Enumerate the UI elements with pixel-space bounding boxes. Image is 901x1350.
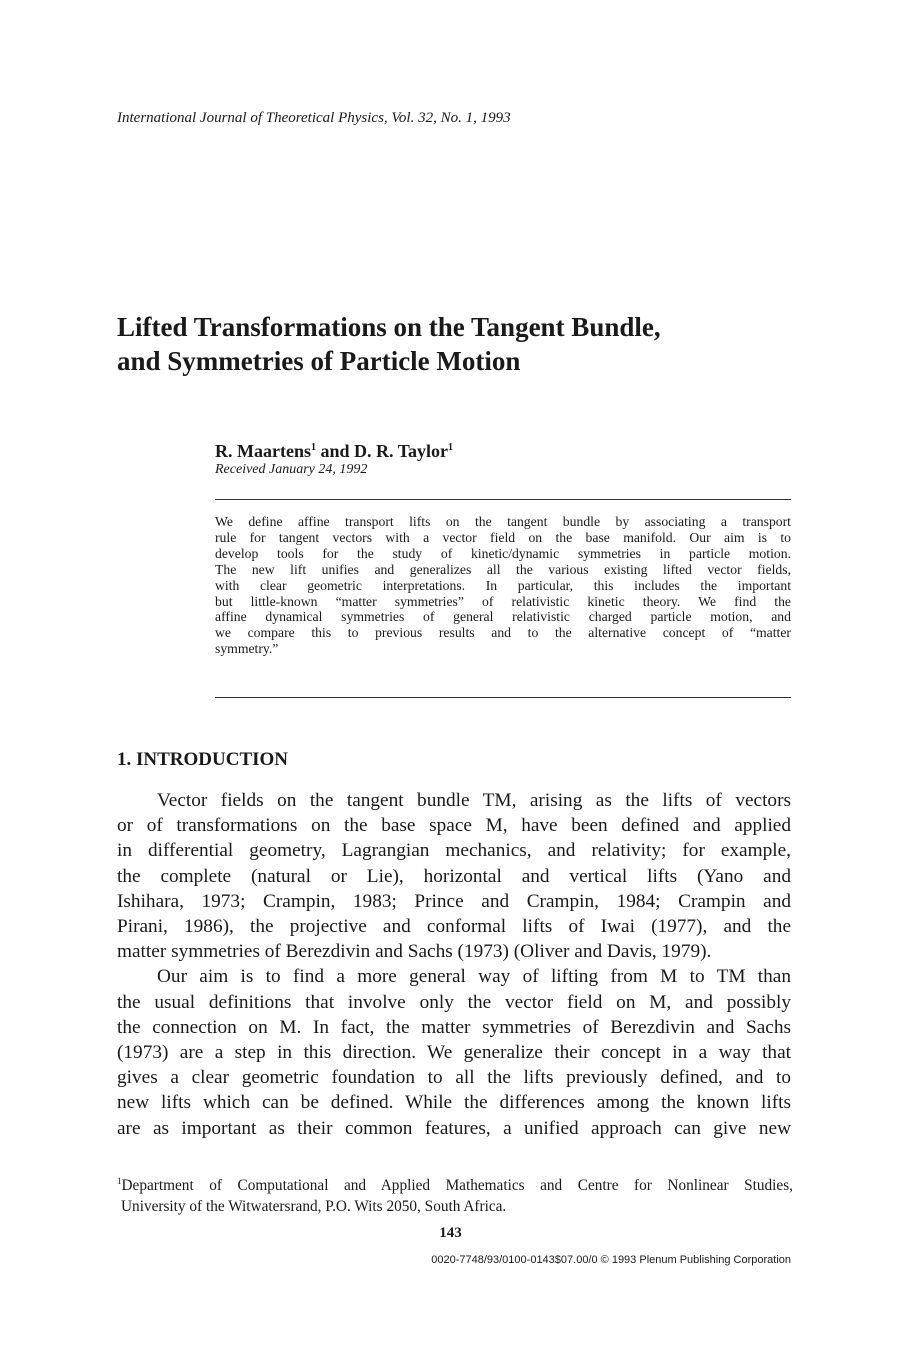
affiliation-mark: 1: [310, 442, 316, 453]
section-number: 1.: [117, 749, 132, 770]
body-line: gives a clear geometric foundation to all the lifts previously defined, and to: [117, 1067, 791, 1089]
page-number: 143: [439, 1225, 462, 1241]
author-name: R. Maartens: [215, 441, 311, 461]
abstract-top-rule: [215, 499, 791, 500]
abstract-line: We define affine transport lifts on the tangent bundle by associating a transport: [215, 514, 791, 529]
body-line: Pirani, 1986), the projective and conformal lifts of Iwai (1977), and the: [117, 916, 791, 938]
body-line: Vector fields on the tangent bundle TM, arising as the lifts of vectors: [157, 790, 791, 811]
footnote-line: University of the Witwatersrand, P.O. Wits 2050, South Africa.: [121, 1198, 507, 1215]
body-line: matter symmetries of Berezdivin and Sachs (1973) (Oliver and Davis, 1979).: [117, 941, 712, 963]
body-line: Ishihara, 1973; Crampin, 1983; Prince and Crampin, 1984; Crampin and: [117, 890, 791, 912]
author-conjunction: and: [315, 441, 355, 461]
abstract-line: with clear geometric interpretations. In particular, this includes the important: [215, 577, 791, 593]
received-date: Received January 24, 1992: [215, 462, 368, 477]
abstract-line: symmetry.”: [215, 641, 279, 657]
body-line: the complete (natural or Lie), horizontal and vertical lifts (Yano and: [117, 865, 791, 887]
copyright-line: 0020-7748/93/0100-0143$07.00/0 © 1993 Plenum Publishing Corporation: [431, 1254, 791, 1266]
body-line: the usual definitions that involve only the vector field on M, and possibly: [117, 991, 791, 1013]
footnote: [117, 1175, 793, 1217]
body-line: in differential geometry, Lagrangian mechanics, and relativity; for example,: [117, 840, 791, 862]
affiliation-mark: 1: [448, 442, 454, 453]
author-list: [215, 441, 453, 462]
section-title: INTRODUCTION: [136, 749, 289, 770]
author-name: D. R. Taylor: [354, 441, 449, 461]
abstract-line: we compare this to previous results and to the alternative concept of “matter: [215, 625, 791, 641]
abstract-line: develop tools for the study of kinetic/dynamic symmetries in particle motion.: [215, 545, 791, 561]
body-line: are as important as their common features, a unified approach can give new: [117, 1117, 791, 1139]
body-line: (1973) are a step in this direction. We generalize their concept in a way that: [117, 1042, 791, 1064]
body-line: or of transformations on the base space M, have been defined and applied: [117, 815, 791, 837]
footnote-line: [117, 1175, 793, 1196]
paper-title-line: Lifted Transformations on the Tangent Bundle,: [117, 312, 661, 342]
section-heading: [117, 749, 288, 771]
abstract-line: but little-known “matter symmetries” of relativistic kinetic theory. We find the: [215, 593, 791, 609]
body-line: new lifts which can be defined. While the differences among the known lifts: [117, 1092, 791, 1114]
footnote-mark: 1: [117, 1175, 122, 1186]
abstract-line: The new lift unifies and generalizes all the various existing lifted vector fields,: [215, 561, 791, 577]
body-text: [117, 788, 791, 1141]
body-line: Our aim is to find a more general way of lifting from M to TM than: [157, 966, 791, 988]
body-line: the connection on M. In fact, the matter symmetries of Berezdivin and Sachs: [117, 1016, 791, 1038]
paper-title-line: and Symmetries of Particle Motion: [117, 346, 521, 376]
abstract: [215, 514, 791, 657]
footnote-text: Department of Computational and Applied Mathematics and Centre for Nonlinear Studies,: [121, 1177, 793, 1194]
abstract-line: affine dynamical symmetries of general relativistic charged particle motion, and: [215, 609, 791, 625]
abstract-bottom-rule: [215, 697, 791, 698]
journal-citation: International Journal of Theoretical Physics, Vol. 32, No. 1, 1993: [117, 110, 511, 126]
paper-title: [117, 310, 817, 378]
abstract-line: rule for tangent vectors with a vector field on the base manifold. Our aim is to: [215, 529, 791, 545]
